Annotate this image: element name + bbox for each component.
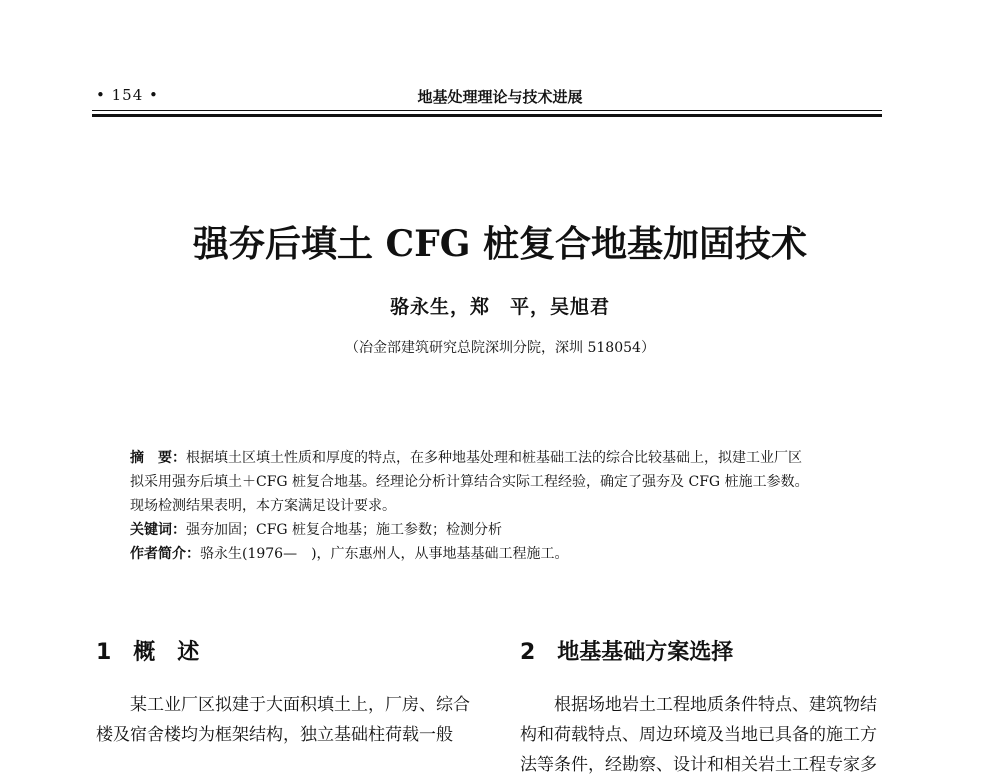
- keywords-label: 关键词：: [130, 522, 186, 538]
- body-line: 法等条件，经勘察、设计和相关岩土工程专家多: [520, 755, 877, 775]
- affiliation: （冶金部建筑研究总院深圳分院，深圳 518054）: [345, 340, 655, 356]
- page-number: • 154 •: [96, 86, 159, 104]
- running-title: 地基处理理论与技术进展: [417, 88, 583, 106]
- keywords-text: 强夯加固；CFG 桩复合地基；施工参数；检测分析: [186, 522, 503, 538]
- section-1-heading: 1 概 述: [96, 640, 200, 665]
- body-line: 楼及宿舍楼均为框架结构，独立基础柱荷载一般: [96, 725, 453, 745]
- body-line: 某工业厂区拟建于大面积填土上，厂房、综合: [96, 695, 470, 715]
- author-info-text: 骆永生(1976— )，广东惠州人，从事地基基础工程施工。: [200, 546, 569, 562]
- abstract-text: 根据填土区填土性质和厚度的特点，在多种地基处理和桩基础工法的综合比较基础上，拟建工业厂区: [186, 450, 802, 466]
- abstract-label: 摘 要：: [130, 450, 186, 466]
- section-1-body: [96, 690, 470, 750]
- article-title: 强夯后填土 CFG 桩复合地基加固技术: [192, 223, 808, 265]
- header-rule-thick: [92, 114, 882, 117]
- header-rule-thin: [92, 110, 882, 111]
- author-info-label: 作者简介：: [130, 546, 200, 562]
- author-info-line: [130, 542, 870, 566]
- section-2-heading: 2 地基基础方案选择: [520, 640, 734, 665]
- abstract-line: 现场检测结果表明，本方案满足设计要求。: [130, 498, 396, 514]
- abstract-line: 拟采用强夯后填土＋CFG 桩复合地基。经理论分析计算结合实际工程经验，确定了强夯及 CFG 桩施工参数。: [130, 474, 809, 490]
- keywords-line: [130, 518, 870, 542]
- abstract-line: [130, 446, 870, 470]
- section-2-body: [520, 690, 877, 780]
- body-line: 根据场地岩土工程地质条件特点、建筑物结: [520, 695, 877, 715]
- body-line: 构和荷载特点、周边环境及当地已具备的施工方: [520, 725, 877, 745]
- authors: 骆永生，郑 平，吴旭君: [389, 296, 610, 318]
- abstract-block: [130, 446, 870, 566]
